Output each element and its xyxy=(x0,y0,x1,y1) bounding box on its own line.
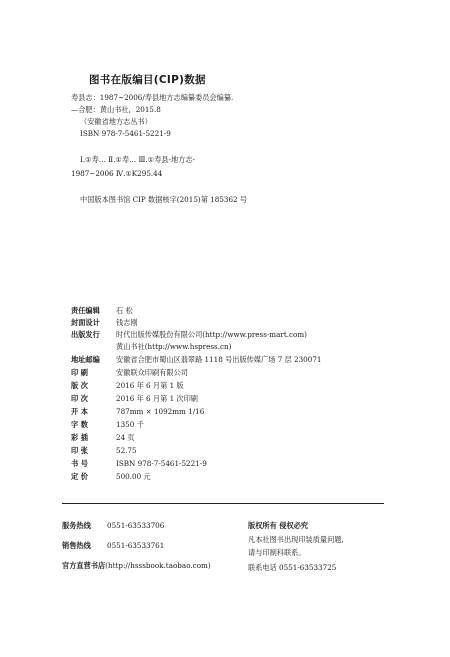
credit-label: 字 数 xyxy=(71,420,88,429)
cip-line: 寿县志：1987~2006/寿县地方志编纂委员会编纂. xyxy=(71,93,234,102)
footer-value: 0551-63533761 xyxy=(107,541,165,550)
credit-label: 书 号 xyxy=(71,459,88,468)
credit-value: 2016 年 6 月第 1 次印刷 xyxy=(116,394,198,403)
credit-label: 地址邮编 xyxy=(71,355,100,364)
credit-row xyxy=(71,355,321,365)
credit-label: 封面设计 xyxy=(71,318,100,327)
footer-value: 0551-63533706 xyxy=(107,521,165,530)
credit-label: 印 次 xyxy=(71,394,88,403)
credit-row xyxy=(71,330,307,340)
credit-value: 1350 千 xyxy=(116,420,144,429)
cip-line: —合肥：黄山书社，2015.8 xyxy=(71,105,161,114)
credit-row xyxy=(71,342,231,352)
footer-label: 销售热线 xyxy=(62,541,91,550)
credit-row xyxy=(71,459,207,469)
cip-isbn: ISBN 978-7-5461-5221-9 xyxy=(80,129,171,138)
credit-row xyxy=(71,446,137,456)
copyright-line: 请与印制科联系。 xyxy=(248,548,306,557)
credit-row xyxy=(71,433,135,443)
credit-value: 黄山书社(http://www.hspress.cn) xyxy=(116,342,232,351)
credit-value: 安徽联众印刷有限公司 xyxy=(116,368,188,377)
credit-value: 钱志刚 xyxy=(116,318,138,327)
credit-label: 印 张 xyxy=(71,446,88,455)
cip-title: 图书在版编目(CIP)数据 xyxy=(89,74,206,86)
credit-row xyxy=(71,472,151,482)
credit-label: 出版发行 xyxy=(71,330,100,339)
credit-label: 印 刷 xyxy=(71,368,88,377)
divider xyxy=(62,503,384,504)
credit-value: 500.00 元 xyxy=(116,472,151,481)
credit-value: ISBN 978-7-5461-5221-9 xyxy=(116,459,207,468)
cip-line: （安徽省地方志丛书） xyxy=(80,117,152,126)
cip-data-number: 中国版本图书馆 CIP 数据核字(2015)第 185362 号 xyxy=(80,195,248,204)
credit-value: 787mm × 1092mm 1/16 xyxy=(116,407,205,416)
credit-label: 开 本 xyxy=(71,407,88,416)
credit-row xyxy=(71,318,138,328)
footer-label: 官方直营书店 xyxy=(62,561,106,570)
credit-value: 52.75 xyxy=(116,446,137,455)
credit-label: 彩 插 xyxy=(71,433,88,442)
footer-official-store xyxy=(62,561,211,571)
credit-value: 24 页 xyxy=(116,433,135,442)
credit-row xyxy=(71,394,198,404)
footer-label: 服务热线 xyxy=(62,521,91,530)
credit-label: 版 次 xyxy=(71,381,88,390)
copyright-contact: 联系电话 0551-63533725 xyxy=(248,563,337,572)
credit-row xyxy=(71,368,188,378)
credit-row xyxy=(71,306,133,316)
credit-row xyxy=(71,420,144,430)
cip-classification: Ⅰ.①寿… Ⅱ.①寿… Ⅲ.①寿县-地方志- xyxy=(80,155,195,164)
credit-value: 时代出版传媒股份有限公司(http://www.press-mart.com) xyxy=(116,330,307,339)
footer-value: (http://hsssbook.taobao.com) xyxy=(105,561,211,570)
copyright-line: 凡本社图书出现印装质量问题, xyxy=(248,535,344,544)
copyright-heading: 版权所有 侵权必究 xyxy=(248,521,309,530)
credit-row xyxy=(71,381,184,391)
credit-value: 安徽省合肥市蜀山区翡翠路 1118 号出版传媒广场 7 层 230071 xyxy=(116,355,322,364)
credit-value: 石 松 xyxy=(116,306,133,315)
credit-row xyxy=(71,407,204,417)
cip-classification-cont: 1987~2006 Ⅳ.①K295.44 xyxy=(71,169,163,178)
credit-value: 2016 年 6 月第 1 版 xyxy=(116,381,184,390)
credit-label: 责任编辑 xyxy=(71,306,100,315)
credit-label: 定 价 xyxy=(71,472,88,481)
footer-service-hotline xyxy=(62,521,164,531)
footer-sales-hotline xyxy=(62,541,164,551)
